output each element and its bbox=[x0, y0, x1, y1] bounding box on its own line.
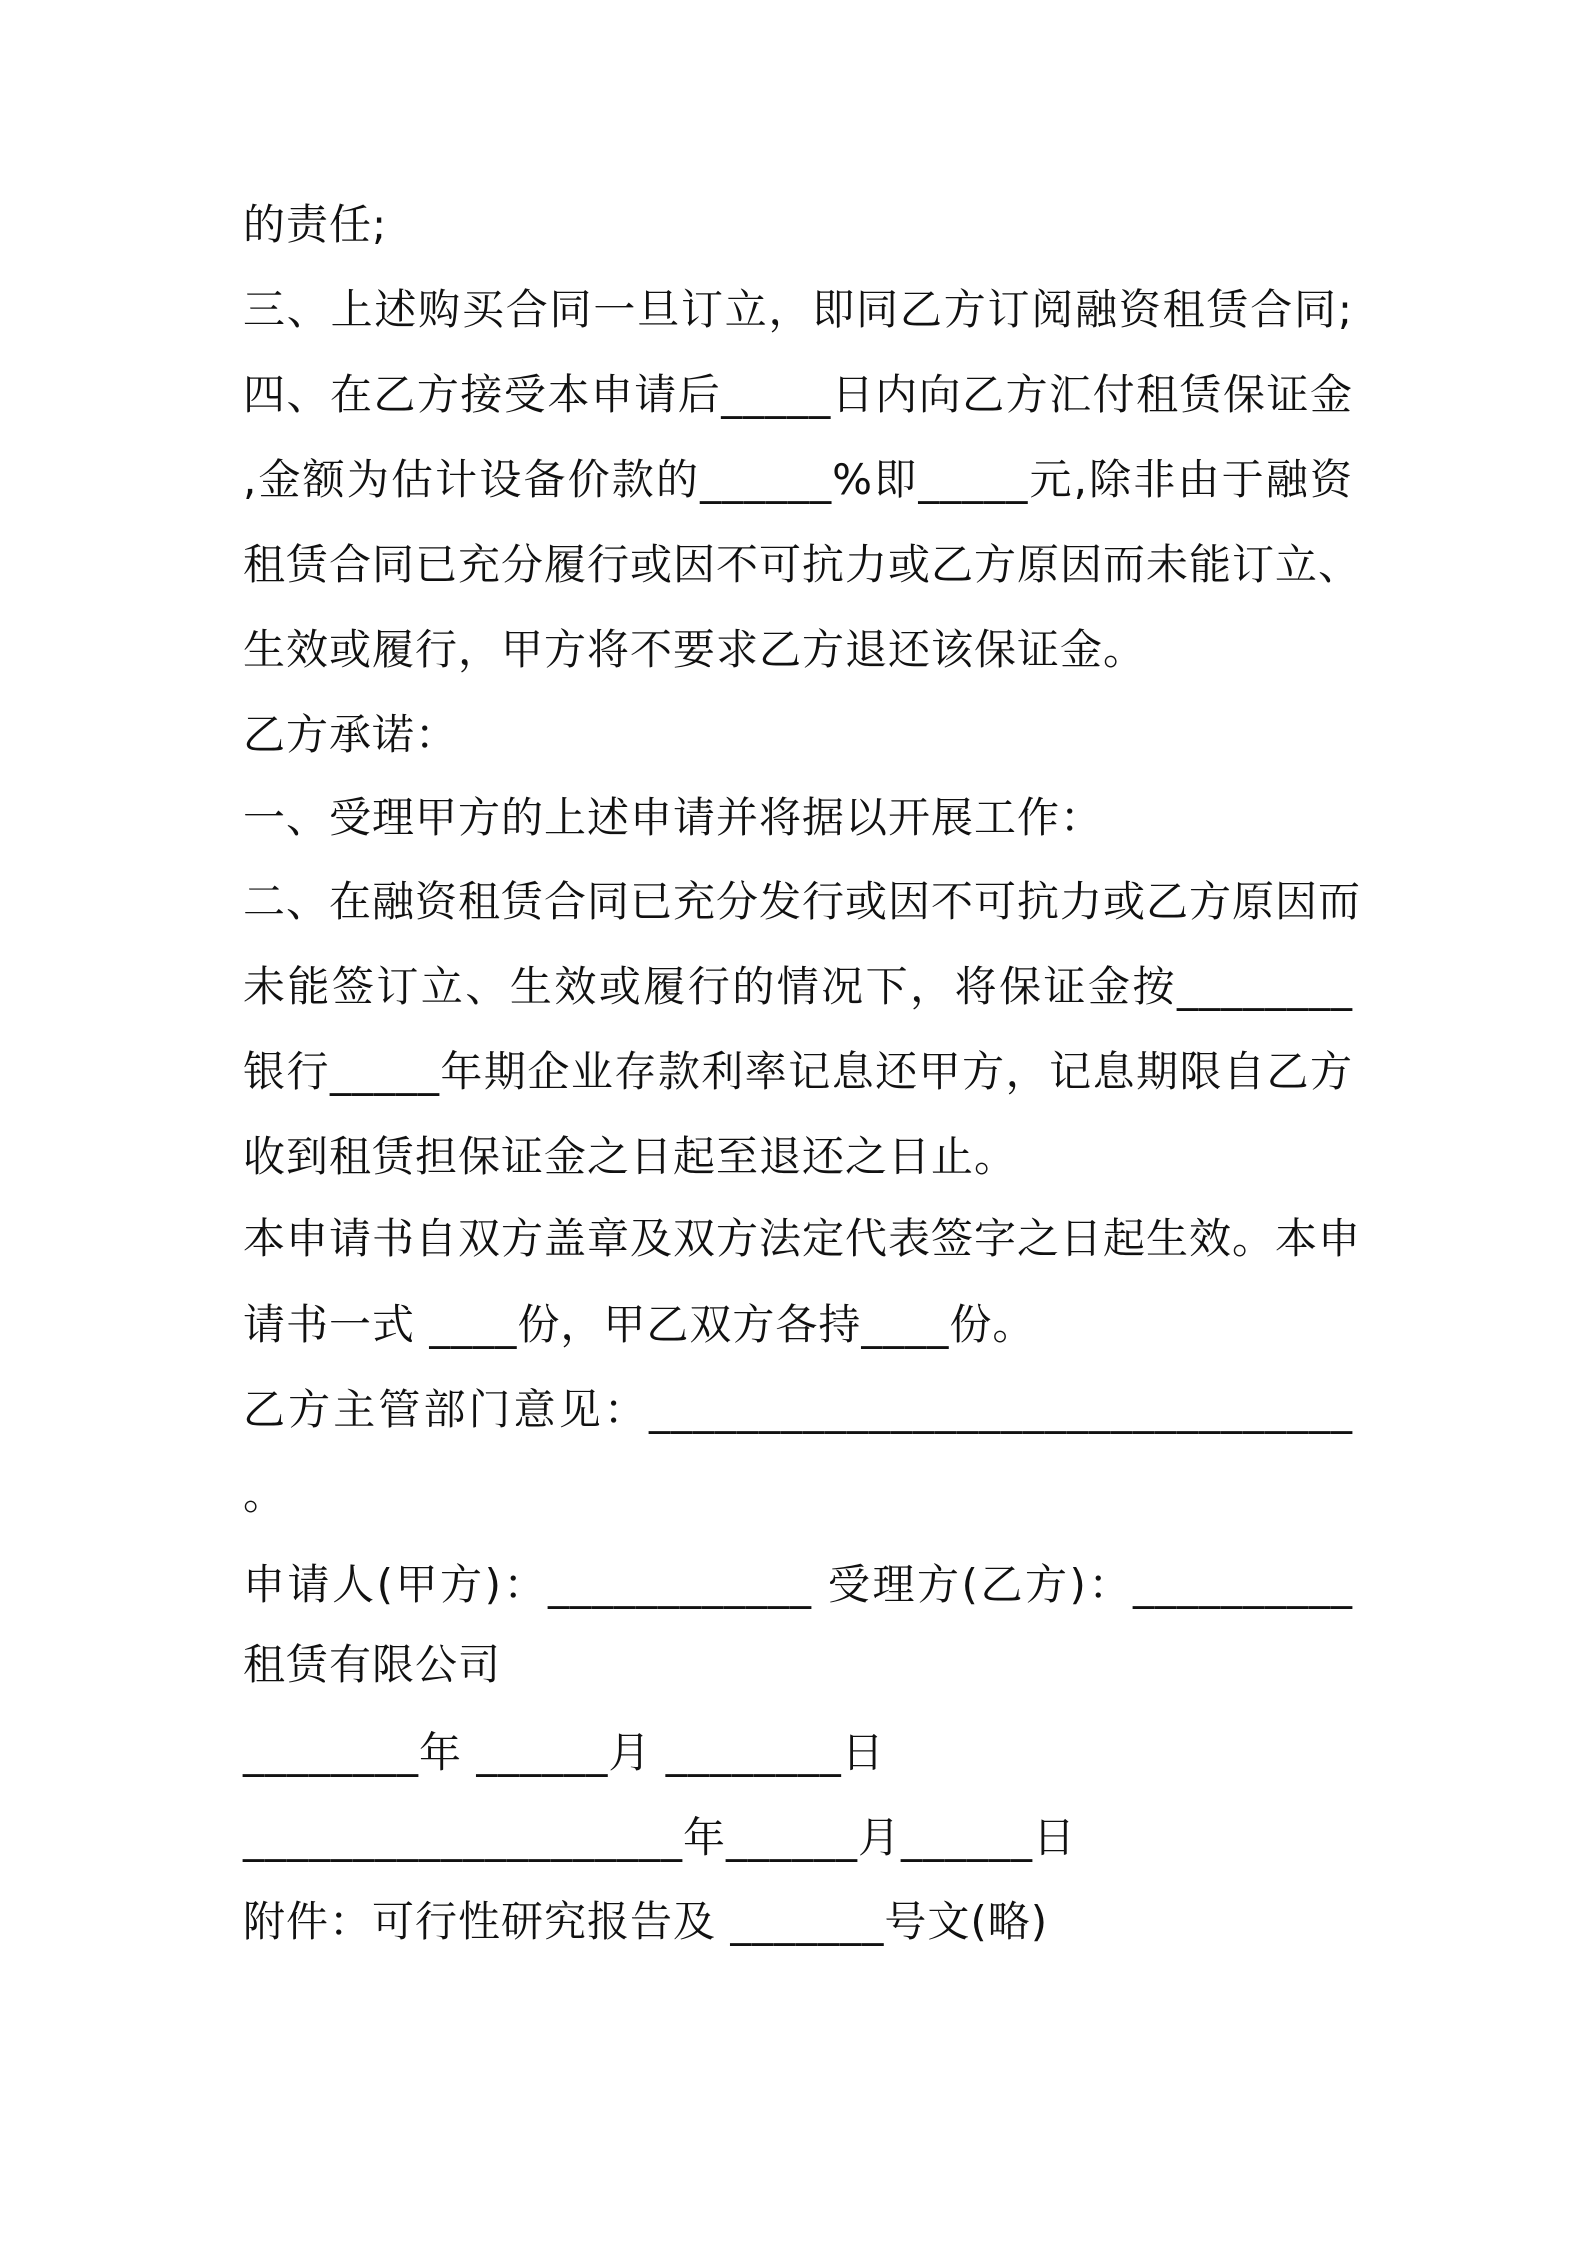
text-line-3: 四、在乙方接受本申请后_____日内向乙方汇付租赁保证金 bbox=[243, 370, 1353, 419]
text-line-9: 二、在融资租赁合同已充分发行或因不可抗力或乙方原因而 bbox=[243, 877, 1362, 926]
text-line-19: ________年 ______月 ________日 bbox=[243, 1728, 885, 1777]
text-line-15: 乙方主管部门意见：________________________________ bbox=[243, 1385, 1353, 1434]
text-line-16: 。 bbox=[243, 1470, 287, 1519]
text-line-7: 乙方承诺： bbox=[243, 710, 459, 759]
text-line-4: ,金额为估计设备价款的______%即_____元,除非由于融资 bbox=[243, 455, 1353, 504]
text-line-8: 一、受理甲方的上述申请并将据以开展工作： bbox=[243, 793, 1104, 842]
text-line-14: 请书一式 ____份，甲乙双方各持____份。 bbox=[243, 1300, 1036, 1349]
text-line-5: 租赁合同已充分履行或因不可抗力或乙方原因而未能订立、 bbox=[243, 540, 1362, 589]
text-line-6: 生效或履行，甲方将不要求乙方退还该保证金。 bbox=[243, 625, 1147, 674]
text-line-1: 的责任; bbox=[243, 200, 388, 249]
text-line-2: 三、上述购买合同一旦订立，即同乙方订阅融资租赁合同; bbox=[243, 285, 1353, 334]
text-line-12: 收到租赁担保证金之日起至退还之日止。 bbox=[243, 1132, 1018, 1181]
text-line-17: 申请人(甲方)：____________ 受理方(乙方)：__________ bbox=[243, 1560, 1353, 1609]
text-line-21: 附件：可行性研究报告及 _______号文(略) bbox=[243, 1897, 1049, 1946]
text-line-10: 未能签订立、生效或履行的情况下，将保证金按________ bbox=[243, 962, 1353, 1011]
text-line-11: 银行_____年期企业存款利率记息还甲方，记息期限自乙方 bbox=[243, 1047, 1353, 1096]
text-line-20: ____________________年______月______日 bbox=[243, 1813, 1077, 1862]
text-line-13: 本申请书自双方盖章及双方法定代表签字之日起生效。本申 bbox=[243, 1214, 1362, 1263]
text-line-18: 租赁有限公司 bbox=[243, 1640, 502, 1689]
